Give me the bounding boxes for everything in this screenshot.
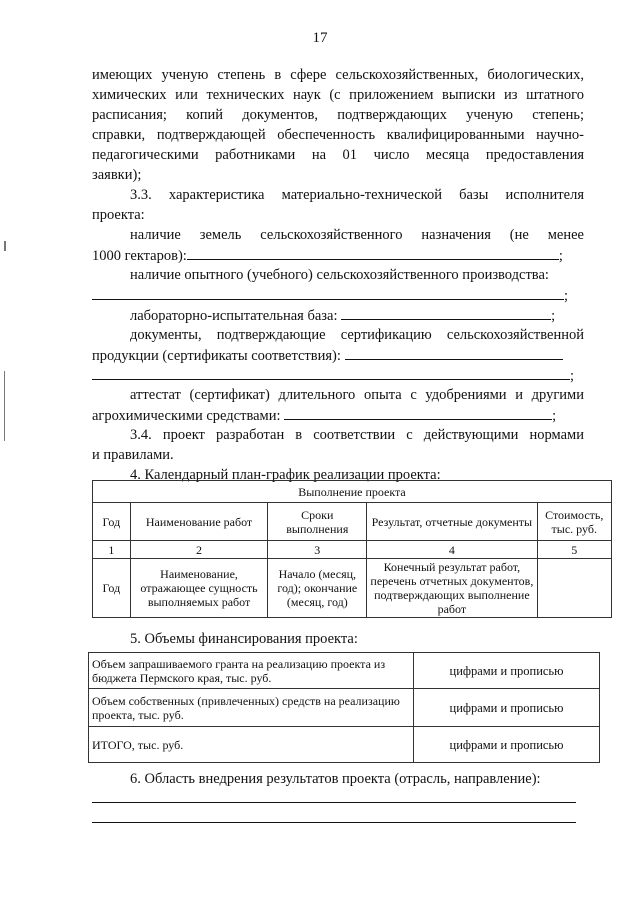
finance-table: [88, 652, 600, 763]
para1-line: педагогическими работниками на 01 число месяца предоставления: [92, 147, 584, 163]
section-4-title: 4. Календарный план-график реализации проекта:: [130, 467, 441, 483]
section-6-title: 6. Область внедрения результатов проекта (отрасль, направление):: [130, 771, 541, 787]
attest-field-row: [92, 406, 584, 425]
plan-col-number: 1: [93, 541, 131, 559]
plan-table: [92, 480, 612, 618]
semicolon: ;: [564, 288, 569, 304]
plan-header-terms: Сроки выполнения: [268, 503, 367, 541]
finance-label: ИТОГО, тыс. руб.: [89, 727, 414, 763]
experimental-field-row: [92, 286, 584, 305]
land-label: 1000 гектаров):: [92, 248, 187, 264]
plan-cell-cost[interactable]: [537, 559, 611, 618]
section-6-fill-line-2[interactable]: [92, 822, 576, 823]
plan-header-cost: Стоимость, тыс. руб.: [537, 503, 611, 541]
plan-table-caption: Выполнение проекта: [93, 481, 612, 503]
attest-fill-line[interactable]: [284, 406, 552, 420]
finance-value[interactable]: цифрами и прописью: [414, 689, 600, 727]
finance-value[interactable]: цифрами и прописью: [414, 653, 600, 689]
para1-line: справки, подтверждающей обеспеченность квалифицированными научно-: [92, 127, 584, 143]
plan-col-number: 4: [367, 541, 537, 559]
lab-fill-line[interactable]: [341, 306, 551, 320]
scan-mark: [4, 371, 5, 441]
semicolon: ;: [551, 308, 556, 324]
finance-value[interactable]: цифрами и прописью: [414, 727, 600, 763]
plan-header-result: Результат, отчетные документы: [367, 503, 537, 541]
section-5-title: 5. Объемы финансирования проекта:: [130, 631, 358, 647]
section-3-3-cont: проекта:: [92, 207, 145, 223]
semicolon: ;: [570, 368, 575, 384]
attest-line: аттестат (сертификат) длительного опыта с удобрениями и другими: [130, 387, 584, 403]
docs-line: документы, подтверждающие сертификацию сельскохозяйственной: [130, 327, 584, 343]
plan-col-number: 3: [268, 541, 367, 559]
docs-field-row: [92, 346, 584, 365]
plan-cell-terms[interactable]: Начало (месяц, год); окончание (месяц, год): [268, 559, 367, 618]
docs-fill-line-2[interactable]: [92, 366, 570, 380]
section-3-3: 3.3. характеристика материально-технической базы исполнителя: [130, 187, 584, 203]
page-number: 17: [312, 30, 328, 46]
lab-field-row: [130, 306, 584, 325]
scan-mark: [4, 241, 6, 251]
plan-cell-result[interactable]: Конечный результат работ, перечень отчетных документов, подтверждающих выполнение работ: [367, 559, 537, 618]
land-line: наличие земель сельскохозяйственного назначения (не менее: [130, 227, 584, 243]
finance-label: Объем запрашиваемого гранта на реализацию проекта из бюджета Пермского края, тыс. руб.: [89, 653, 414, 689]
docs-fill-line[interactable]: [345, 346, 563, 360]
finance-label: Объем собственных (привлеченных) средств на реализацию проекта, тыс. руб.: [89, 689, 414, 727]
experimental-label: наличие опытного (учебного) сельскохозяйственного производства:: [130, 267, 549, 283]
docs-label: продукции (сертификаты соответствия):: [92, 348, 341, 364]
land-field-row: [92, 246, 584, 265]
lab-label: лабораторно-испытательная база:: [130, 308, 338, 324]
section-3-4-cont: и правилами.: [92, 447, 174, 463]
section-6-fill-line[interactable]: [92, 802, 576, 803]
plan-col-number: 2: [130, 541, 268, 559]
plan-header-works: Наименование работ: [130, 503, 268, 541]
attest-label: агрохимическими средствами:: [92, 408, 281, 424]
land-fill-line[interactable]: [187, 246, 559, 260]
plan-header-year: Год: [93, 503, 131, 541]
semicolon: ;: [558, 248, 563, 264]
para1-line: имеющих ученую степень в сфере сельскохозяйственных, биологических,: [92, 67, 584, 83]
para1-line: расписания; копий документов, подтверждающих ученую степень;: [92, 107, 584, 123]
para1-line: химических или технических наук (с приложением выписки из штатного: [92, 87, 584, 103]
docs-field-row-2: [92, 366, 584, 385]
experimental-fill-line[interactable]: [92, 286, 564, 300]
section-3-4: 3.4. проект разработан в соответствии с действующими нормами: [130, 427, 584, 443]
plan-cell-works[interactable]: Наименование, отражающее сущность выполняемых работ: [130, 559, 268, 618]
para1-line: заявки);: [92, 167, 142, 183]
plan-col-number: 5: [537, 541, 611, 559]
semicolon: ;: [552, 408, 557, 424]
plan-cell-year[interactable]: Год: [93, 559, 131, 618]
